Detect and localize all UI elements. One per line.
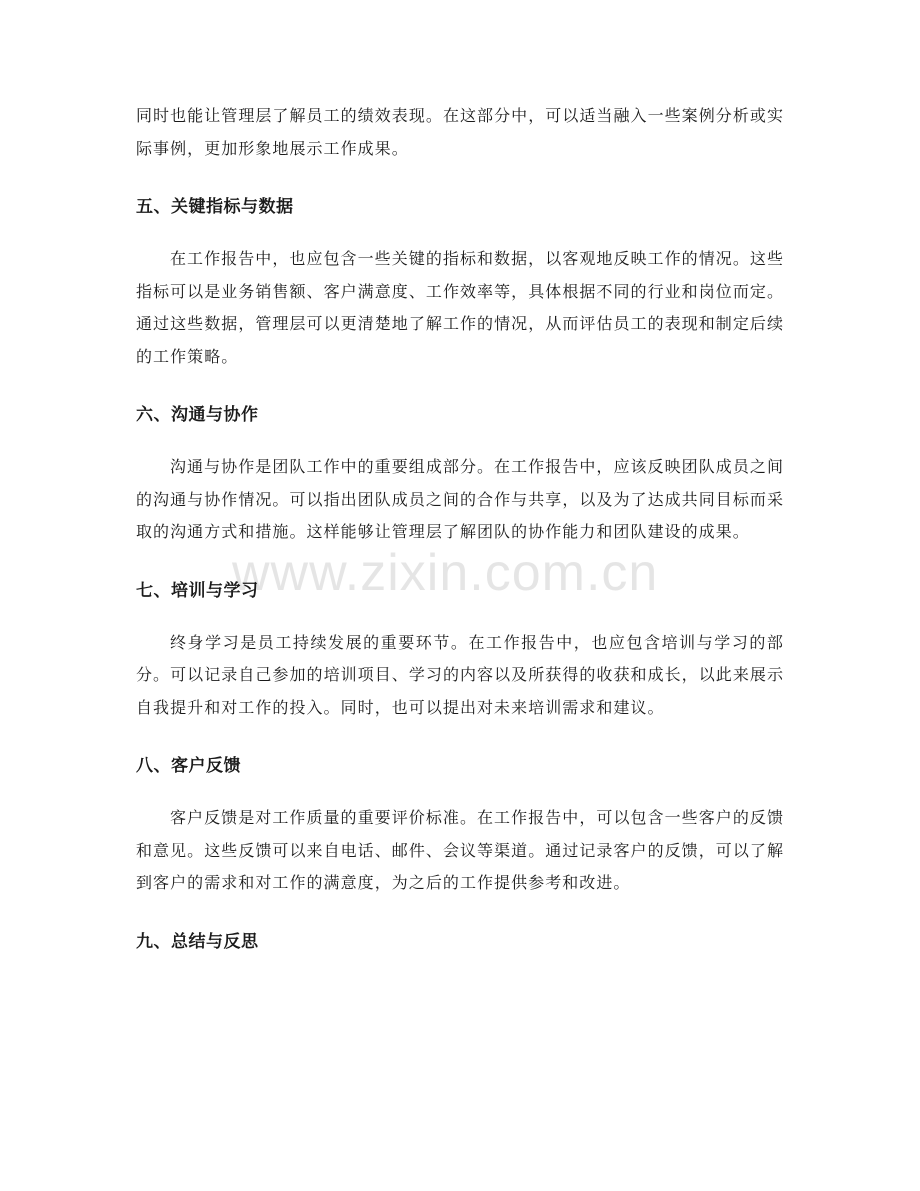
- section-heading-6: 六、沟通与协作: [136, 405, 259, 425]
- section-heading-7: 七、培训与学习: [136, 580, 259, 601]
- section-body-8: 客户反馈是对工作质量的重要评价标准。在工作报告中，可以包含一些客户的反馈和意见。这些反馈可以来自电话、邮件、会议等渠道。通过记录客户的反馈，可以了解到客户的需求和对工作的满意度，为之后的工作提供参考和改进。: [136, 808, 784, 892]
- section-body-7: 终身学习是员工持续发展的重要环节。在工作报告中，也应包含培训与学习的部分。可以记录自己参加的培训项目、学习的内容以及所获得的收获和成长，以此来展示自我提升和对工作的投入。同时，也可以提出对未来培训需求和建议。: [136, 632, 784, 717]
- section-heading-9: 九、总结与反思: [136, 931, 259, 952]
- section-heading-8: 八、客户反馈: [136, 756, 241, 776]
- watermark: www.zixin.com.cn: [232, 544, 659, 602]
- section-heading-5: 五、关键指标与数据: [136, 197, 294, 217]
- section-body-6: 沟通与协作是团队工作中的重要组成部分。在工作报告中，应该反映团队成员之间的沟通与协作情况。可以指出团队成员之间的合作与共享，以及为了达成共同目标而采取的沟通方式和措施。这样能够让管理层了解团队的协作能力和团队建设的成果。: [136, 457, 784, 541]
- section-body-5: 在工作报告中，也应包含一些关键的指标和数据，以客观地反映工作的情况。这些指标可以是业务销售额、客户满意度、工作效率等，具体根据不同的行业和岗位而定。通过这些数据，管理层可以更清楚地了解工作的情况，从而评估员工的表现和制定后续的工作策略。: [136, 249, 784, 366]
- intro-paragraph: 同时也能让管理层了解员工的绩效表现。在这部分中，可以适当融入一些案例分析或实际事例，更加形象地展示工作成果。: [136, 106, 784, 158]
- document-page: [136, 100, 784, 958]
